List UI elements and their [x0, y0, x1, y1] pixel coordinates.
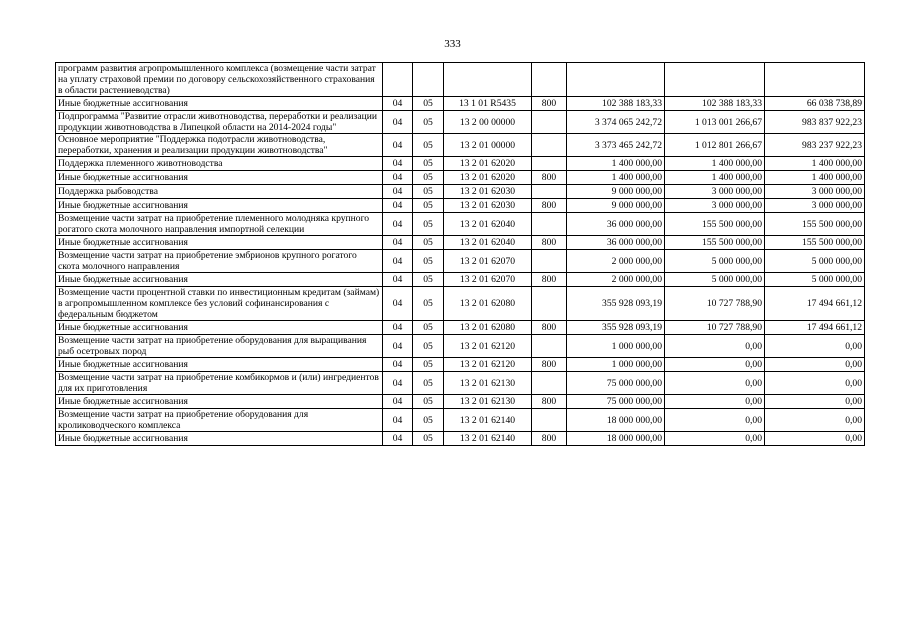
cell-amount-3: 5 000 000,00 — [765, 273, 865, 287]
cell-section: 04 — [383, 134, 413, 157]
cell-amount-2: 155 500 000,00 — [665, 213, 765, 236]
cell-amount-1: 355 928 093,19 — [567, 287, 665, 321]
cell-section: 04 — [383, 213, 413, 236]
cell-amount-2: 10 727 788,90 — [665, 321, 765, 335]
cell-target-article: 13 2 01 62030 — [444, 199, 532, 213]
cell-amount-1: 75 000 000,00 — [567, 372, 665, 395]
table-row — [56, 199, 865, 213]
cell-amount-3: 17 494 661,12 — [765, 321, 865, 335]
cell-target-article: 13 2 01 00000 — [444, 134, 532, 157]
cell-expense-type: 800 — [532, 236, 567, 250]
table-row — [56, 111, 865, 134]
cell-amount-2: 102 388 183,33 — [665, 97, 765, 111]
cell-name: Возмещение части затрат на приобретение оборудования для выращивания рыб осетровых пород — [56, 335, 383, 358]
cell-subsection: 05 — [413, 358, 444, 372]
cell-expense-type — [532, 157, 567, 171]
cell-expense-type — [532, 409, 567, 432]
cell-target-article: 13 2 01 62080 — [444, 287, 532, 321]
cell-target-article: 13 1 01 R5435 — [444, 97, 532, 111]
cell-amount-2: 1 400 000,00 — [665, 171, 765, 185]
cell-target-article: 13 2 01 62020 — [444, 171, 532, 185]
cell-section: 04 — [383, 157, 413, 171]
cell-subsection: 05 — [413, 157, 444, 171]
table-row — [56, 432, 865, 446]
cell-amount-3: 0,00 — [765, 409, 865, 432]
table-row — [56, 213, 865, 236]
table-row — [56, 273, 865, 287]
cell-section: 04 — [383, 185, 413, 199]
cell-name: Иные бюджетные ассигнования — [56, 321, 383, 335]
cell-amount-2: 155 500 000,00 — [665, 236, 765, 250]
cell-subsection: 05 — [413, 97, 444, 111]
cell-amount-3: 155 500 000,00 — [765, 213, 865, 236]
cell-amount-2: 0,00 — [665, 372, 765, 395]
cell-amount-1: 2 000 000,00 — [567, 250, 665, 273]
cell-target-article: 13 2 01 62120 — [444, 358, 532, 372]
cell-section: 04 — [383, 372, 413, 395]
cell-name: Иные бюджетные ассигнования — [56, 358, 383, 372]
cell-expense-type — [532, 185, 567, 199]
cell-section: 04 — [383, 321, 413, 335]
cell-target-article: 13 2 01 62040 — [444, 213, 532, 236]
cell-amount-2 — [665, 63, 765, 97]
table-row — [56, 171, 865, 185]
cell-target-article: 13 2 01 62120 — [444, 335, 532, 358]
cell-amount-2: 0,00 — [665, 335, 765, 358]
table-row — [56, 185, 865, 199]
cell-amount-3: 1 400 000,00 — [765, 171, 865, 185]
cell-section: 04 — [383, 287, 413, 321]
cell-amount-2: 5 000 000,00 — [665, 250, 765, 273]
cell-subsection: 05 — [413, 432, 444, 446]
cell-amount-1: 2 000 000,00 — [567, 273, 665, 287]
cell-name: Возмещение части затрат на приобретение племенного молодняка крупного рогатого скота молочного направления импортной селекции — [56, 213, 383, 236]
cell-name: Иные бюджетные ассигнования — [56, 199, 383, 213]
cell-name: Основное мероприятие "Поддержка подотрасли животноводства, переработки, хранения и реализации продукции животноводства" — [56, 134, 383, 157]
cell-amount-3: 1 400 000,00 — [765, 157, 865, 171]
cell-subsection: 05 — [413, 134, 444, 157]
cell-amount-1 — [567, 63, 665, 97]
cell-target-article: 13 2 01 62070 — [444, 250, 532, 273]
cell-amount-2: 1 012 801 266,67 — [665, 134, 765, 157]
cell-amount-3: 0,00 — [765, 432, 865, 446]
cell-name: Иные бюджетные ассигнования — [56, 395, 383, 409]
cell-name: Поддержка рыбоводства — [56, 185, 383, 199]
cell-amount-2: 0,00 — [665, 409, 765, 432]
cell-name: Иные бюджетные ассигнования — [56, 236, 383, 250]
cell-subsection: 05 — [413, 395, 444, 409]
cell-target-article: 13 2 01 62020 — [444, 157, 532, 171]
cell-amount-1: 355 928 093,19 — [567, 321, 665, 335]
cell-amount-3: 3 000 000,00 — [765, 199, 865, 213]
table-row — [56, 287, 865, 321]
cell-subsection: 05 — [413, 372, 444, 395]
cell-section: 04 — [383, 358, 413, 372]
cell-name: Иные бюджетные ассигнования — [56, 432, 383, 446]
cell-subsection: 05 — [413, 236, 444, 250]
cell-amount-1: 1 000 000,00 — [567, 335, 665, 358]
cell-amount-3: 0,00 — [765, 372, 865, 395]
cell-subsection: 05 — [413, 409, 444, 432]
page-number: 333 — [444, 38, 461, 50]
cell-amount-1: 36 000 000,00 — [567, 236, 665, 250]
cell-amount-2: 1 400 000,00 — [665, 157, 765, 171]
cell-amount-1: 18 000 000,00 — [567, 432, 665, 446]
cell-expense-type: 800 — [532, 432, 567, 446]
cell-target-article: 13 2 01 62030 — [444, 185, 532, 199]
cell-amount-3: 155 500 000,00 — [765, 236, 865, 250]
cell-name: Иные бюджетные ассигнования — [56, 273, 383, 287]
table-row — [56, 236, 865, 250]
cell-amount-3: 0,00 — [765, 358, 865, 372]
cell-amount-1: 18 000 000,00 — [567, 409, 665, 432]
cell-subsection: 05 — [413, 321, 444, 335]
cell-target-article: 13 2 01 62040 — [444, 236, 532, 250]
cell-expense-type — [532, 213, 567, 236]
cell-section: 04 — [383, 409, 413, 432]
cell-amount-1: 9 000 000,00 — [567, 199, 665, 213]
cell-section: 04 — [383, 273, 413, 287]
cell-name: Возмещение части затрат на приобретение эмбрионов крупного рогатого скота молочного направления — [56, 250, 383, 273]
cell-expense-type: 800 — [532, 97, 567, 111]
cell-amount-1: 102 388 183,33 — [567, 97, 665, 111]
cell-section: 04 — [383, 199, 413, 213]
cell-expense-type — [532, 287, 567, 321]
cell-amount-2: 10 727 788,90 — [665, 287, 765, 321]
cell-name: программ развития агропромышленного комплекса (возмещение части затрат на уплату страховой премии по договору сельскохозяйственного страхования в области растениеводства) — [56, 63, 383, 97]
cell-expense-type — [532, 372, 567, 395]
table-row — [56, 409, 865, 432]
cell-name: Поддержка племенного животноводства — [56, 157, 383, 171]
cell-amount-3: 66 038 738,89 — [765, 97, 865, 111]
cell-amount-2: 0,00 — [665, 432, 765, 446]
cell-subsection: 05 — [413, 273, 444, 287]
cell-expense-type: 800 — [532, 395, 567, 409]
cell-amount-1: 36 000 000,00 — [567, 213, 665, 236]
cell-expense-type: 800 — [532, 273, 567, 287]
cell-subsection — [413, 63, 444, 97]
cell-amount-3 — [765, 63, 865, 97]
cell-amount-1: 1 000 000,00 — [567, 358, 665, 372]
cell-target-article: 13 2 01 62140 — [444, 432, 532, 446]
cell-amount-1: 3 373 465 242,72 — [567, 134, 665, 157]
table-row — [56, 321, 865, 335]
cell-subsection: 05 — [413, 287, 444, 321]
cell-expense-type — [532, 335, 567, 358]
cell-subsection: 05 — [413, 335, 444, 358]
table-row — [56, 157, 865, 171]
cell-section: 04 — [383, 250, 413, 273]
cell-amount-1: 75 000 000,00 — [567, 395, 665, 409]
cell-name: Иные бюджетные ассигнования — [56, 171, 383, 185]
table-row — [56, 372, 865, 395]
cell-amount-2: 3 000 000,00 — [665, 185, 765, 199]
cell-target-article: 13 2 01 62130 — [444, 372, 532, 395]
cell-amount-1: 3 374 065 242,72 — [567, 111, 665, 134]
table-row — [56, 134, 865, 157]
cell-amount-2: 3 000 000,00 — [665, 199, 765, 213]
cell-expense-type: 800 — [532, 358, 567, 372]
cell-amount-3: 0,00 — [765, 395, 865, 409]
cell-target-article: 13 2 00 00000 — [444, 111, 532, 134]
cell-section: 04 — [383, 97, 413, 111]
cell-target-article — [444, 63, 532, 97]
cell-amount-3: 17 494 661,12 — [765, 287, 865, 321]
cell-target-article: 13 2 01 62140 — [444, 409, 532, 432]
cell-expense-type: 800 — [532, 171, 567, 185]
cell-name: Возмещение части процентной ставки по инвестиционным кредитам (займам) в агропромышленном комплексе без условий софинансирования с федеральным бюджетом — [56, 287, 383, 321]
cell-amount-1: 1 400 000,00 — [567, 157, 665, 171]
cell-section: 04 — [383, 335, 413, 358]
table-row — [56, 335, 865, 358]
cell-amount-3: 3 000 000,00 — [765, 185, 865, 199]
cell-amount-3: 983 237 922,23 — [765, 134, 865, 157]
cell-section: 04 — [383, 395, 413, 409]
cell-expense-type: 800 — [532, 199, 567, 213]
cell-subsection: 05 — [413, 111, 444, 134]
cell-amount-1: 9 000 000,00 — [567, 185, 665, 199]
cell-subsection: 05 — [413, 171, 444, 185]
budget-table — [55, 62, 865, 446]
cell-amount-3: 5 000 000,00 — [765, 250, 865, 273]
cell-expense-type — [532, 63, 567, 97]
cell-name: Возмещение части затрат на приобретение оборудования для кролиководческого комплекса — [56, 409, 383, 432]
cell-amount-2: 5 000 000,00 — [665, 273, 765, 287]
table-row — [56, 358, 865, 372]
cell-amount-2: 0,00 — [665, 395, 765, 409]
cell-name: Иные бюджетные ассигнования — [56, 97, 383, 111]
cell-subsection: 05 — [413, 213, 444, 236]
cell-amount-2: 0,00 — [665, 358, 765, 372]
table-row — [56, 63, 865, 97]
cell-subsection: 05 — [413, 185, 444, 199]
table-body — [56, 63, 865, 446]
table-row — [56, 395, 865, 409]
table-row — [56, 97, 865, 111]
cell-amount-1: 1 400 000,00 — [567, 171, 665, 185]
cell-subsection: 05 — [413, 199, 444, 213]
cell-section: 04 — [383, 111, 413, 134]
cell-expense-type — [532, 134, 567, 157]
cell-amount-3: 0,00 — [765, 335, 865, 358]
cell-section: 04 — [383, 236, 413, 250]
cell-subsection: 05 — [413, 250, 444, 273]
cell-target-article: 13 2 01 62130 — [444, 395, 532, 409]
cell-expense-type — [532, 111, 567, 134]
cell-target-article: 13 2 01 62070 — [444, 273, 532, 287]
cell-amount-3: 983 837 922,23 — [765, 111, 865, 134]
cell-name: Подпрограмма "Развитие отрасли животноводства, переработки и реализации продукции животноводства в Липецкой области на 2014-2024 годы" — [56, 111, 383, 134]
cell-amount-2: 1 013 001 266,67 — [665, 111, 765, 134]
cell-expense-type: 800 — [532, 321, 567, 335]
cell-name: Возмещение части затрат на приобретение комбикормов и (или) ингредиентов для их приготовления — [56, 372, 383, 395]
cell-section: 04 — [383, 171, 413, 185]
cell-section: 04 — [383, 432, 413, 446]
cell-target-article: 13 2 01 62080 — [444, 321, 532, 335]
cell-section — [383, 63, 413, 97]
cell-expense-type — [532, 250, 567, 273]
table-row — [56, 250, 865, 273]
